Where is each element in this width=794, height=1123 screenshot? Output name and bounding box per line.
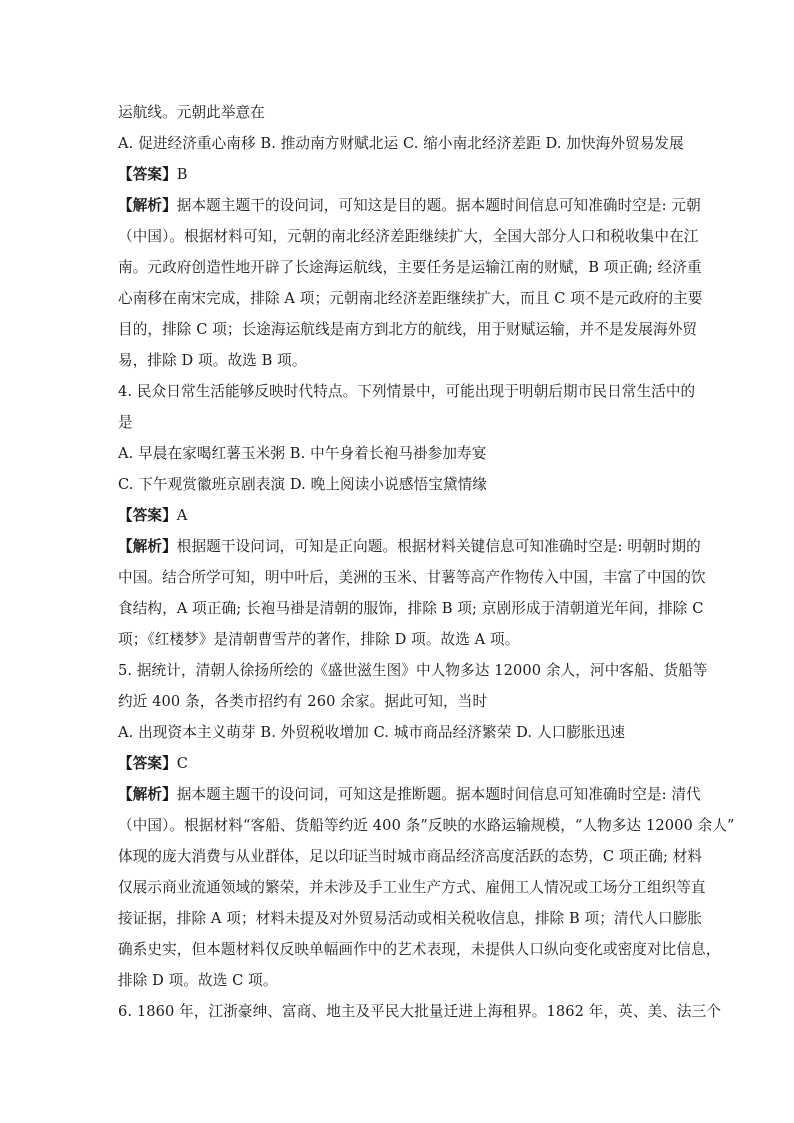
- analysis-tag: 【解析】: [118, 786, 177, 803]
- q5-analysis-line: 确系史实，但本题材料仅反映单幅画作中的艺术表现，未提供人口纵向变化或密度对比信息，: [118, 941, 721, 958]
- q3-analysis-line: 心南移在南宋完成，排除 A 项；元朝南北经济差距继续扩大，而且 C 项不是元政府的主要: [118, 290, 703, 307]
- q3-answer: [118, 163, 678, 194]
- q4-stem: 4. 民众日常生活能够反映时代特点。下列情景中，可能出现于明朝后期市民日常生活中的: [118, 383, 696, 400]
- q6-stem: 6. 1860 年，江浙豪绅、富商、地主及平民大批量迁进上海租界。1862 年，英、美、法三个: [118, 1003, 722, 1020]
- q4-options: A. 早晨在家喝红薯玉米粥 B. 中午身着长袍马褂参加寿宴: [118, 445, 487, 462]
- analysis-text: 据本题主题干的设问词，可知这是推断题。据本题时间信息可知准确时空是: 清代: [176, 786, 701, 803]
- answer-value: B: [176, 166, 188, 183]
- q4-analysis-line: [118, 535, 701, 566]
- analysis-tag: 【解析】: [118, 538, 177, 555]
- analysis-text: 根据题干设问词，可知是正向题。根据材料关键信息可知准确时空是: 明朝时期的: [176, 538, 701, 555]
- q5-analysis-line: 排除 D 项。故选 C 项。: [118, 972, 278, 989]
- q4-analysis-line: 项；《红楼梦》是清朝曹雪芹的著作，排除 D 项。故选 A 项。: [118, 631, 520, 648]
- answer-tag: 【答案】: [118, 166, 177, 183]
- answer-value: A: [176, 507, 188, 524]
- q5-analysis-line: （中国）。根据材料“客船、货船等约近 400 条”反映的水路运输规模，“人物多达 12000 余人”: [118, 817, 735, 834]
- answer-tag: 【答案】: [118, 755, 177, 772]
- answer-value: C: [176, 755, 189, 772]
- q3-analysis-line: 目的，排除 C 项；长途海运航线是南方到北方的航线，用于财赋运输，并不是发展海外贸: [118, 321, 698, 338]
- analysis-tag: 【解析】: [118, 197, 177, 214]
- q5-analysis-line: [118, 783, 701, 814]
- q4-analysis-line: 食结构，A 项正确; 长袍马褂是清朝的服饰，排除 B 项; 京剧形成于清朝道光年间，排除 C: [118, 600, 704, 617]
- q4-options: C. 下午观赏徽班京剧表演 D. 晚上阅读小说感悟宝黛情缘: [118, 476, 487, 493]
- q5-analysis-line: 体现的庞大消费与从业群体，足以印证当时城市商品经济高度活跃的态势，C 项正确; 材料: [118, 848, 703, 865]
- q3-analysis-line: [118, 194, 701, 225]
- analysis-text: 据本题主题干的设问词，可知这是目的题。据本题时间信息可知准确时空是: 元朝: [176, 197, 701, 214]
- answer-tag: 【答案】: [118, 507, 177, 524]
- q5-answer: [118, 752, 678, 783]
- q3-analysis-line: （中国）。根据材料可知，元朝的南北经济差距继续扩大，全国大部分人口和税收集中在江: [118, 228, 699, 245]
- q4-answer: [118, 504, 678, 535]
- q5-stem: 约近 400 条，各类市招约有 260 余家。据此可知，当时: [118, 693, 488, 710]
- q5-analysis-line: 仅展示商业流通领域的繁荣，并未涉及手工业生产方式、雇佣工人情况或工场分工组织等直: [118, 879, 706, 896]
- q4-analysis-line: 中国。结合所学可知，明中叶后，美洲的玉米、甘薯等高产作物传入中国，丰富了中国的饮: [118, 569, 706, 586]
- q5-stem: 5. 据统计，清朝人徐扬所绘的《盛世滋生图》中人物多达 12000 余人，河中客船、货船等: [118, 662, 708, 679]
- q3-stem-tail: 运航线。元朝此举意在: [118, 104, 265, 121]
- page-content: [118, 101, 735, 1031]
- q4-stem: 是: [118, 414, 133, 431]
- q3-analysis-line: 易，排除 D 项。故选 B 项。: [118, 352, 307, 369]
- q3-options: A. 促进经济重心南移 B. 推动南方财赋北运 C. 缩小南北经济差距 D. 加快海外贸易发展: [118, 135, 684, 152]
- q5-analysis-line: 接证据，排除 A 项；材料未提及对外贸易活动或相关税收信息，排除 B 项；清代人口膨胀: [118, 910, 703, 927]
- q5-options: A. 出现资本主义萌芽 B. 外贸税收增加 C. 城市商品经济繁荣 D. 人口膨胀迅速: [118, 724, 626, 741]
- q3-analysis-line: 南。元政府创造性地开辟了长途海运航线，主要任务是运输江南的财赋，B 项正确; 经济重: [118, 259, 702, 276]
